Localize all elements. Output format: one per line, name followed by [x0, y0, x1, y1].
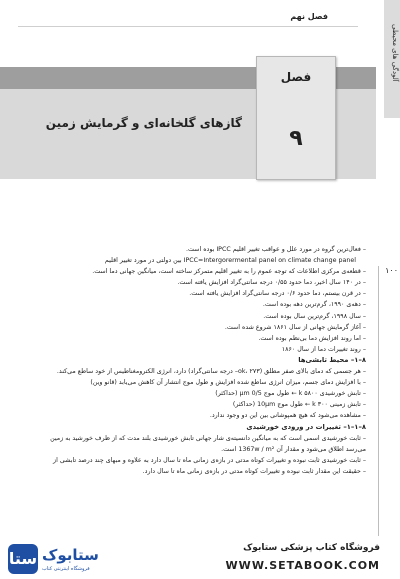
body-line: – روند تغییرات دما از سال ۱۸۶۰	[281, 345, 366, 353]
margin-rule	[378, 266, 379, 536]
store-url-link[interactable]: WWW.SETABOOK.COM	[225, 559, 380, 572]
body-line: – تابش خورشیدی k ۵۸۰۰ ← طول موج 0/5 µm (حداکثر)	[215, 390, 366, 398]
body-line: – حقیقت این مقدار ثابت نبوده و تغییرات کوتاه مدتی در بازه‌ی زمانی ماه تا سال دارد.	[142, 467, 366, 475]
body-text	[8, 244, 366, 477]
body-line: – اما روند افزایش دما بی‌نظم بوده است.	[258, 334, 366, 342]
logo-subtitle: فروشگاه اینترنتی کتاب	[42, 566, 90, 572]
logo-text: ستابوک	[42, 546, 99, 564]
body-line: – تابش زمینی k ۳۰۰ ← طول موج 10µm (حداکثر)	[232, 401, 366, 409]
body-line: – آغاز گرمایش جهانی از سال ۱۸۶۱ شروع شده است.	[224, 323, 366, 331]
section-heading: ۸–۱– محیط تابشی‌ها	[298, 355, 366, 364]
body-line: – در ۱۴۰ سال اخیر، دما حدود ۰/۵۵ درجه سانتی‌گراد افزایش یافته است.	[177, 279, 366, 287]
body-line: – هر جسمی که دمای بالای صفر مطلق (ok، ۲۷۳– درجه سانتی‌گراد) دارد، انرژی الکترومغناطیس از خود ساطع می‌کند.	[56, 368, 366, 376]
header-divider	[18, 26, 358, 27]
setabook-logo-icon[interactable]: ستا	[8, 544, 38, 574]
body-line: می‌رسد اطلاق می‌شود و مقدار آن 1367w / m² است.	[221, 445, 366, 453]
body-line: – فعال‌ترین گروه در مورد علل و عواقب تغییر اقلیم IPCC بوده است.	[186, 246, 366, 253]
chapter-title: گازهای گلخانه‌ای و گرمایش زمین	[45, 116, 242, 130]
store-name: فروشگاه کتاب پزشکی ستابوک	[243, 543, 380, 553]
page-number: ۱۰۰	[385, 266, 398, 275]
body-line: – ثابت خورشیدی اسمی است که به میانگین دانسیته‌ی شار جهانی تابش خورشیدی بلند مدت که از ظرف خورشید به زمین	[50, 434, 366, 442]
body-line: – ثابت خورشیدی ثابت نبوده و تغییرات کوتاه مدتی در بازه‌ی زمانی ماه تا سال دارد به علاوه و مبهای چند درصد تابشی از	[53, 456, 366, 464]
running-header-title: فصل نهم	[290, 12, 328, 21]
body-line: – در قرن بیستم، دما حدود ۰/۶ درجه سانتی‌گراد افزایش یافته است.	[189, 290, 366, 298]
body-line: – قطعه‌ی مرکزی اطلاعات که توجه عموم را به تغییر اقلیم متمرکز ساخته است، میانگین جهانی دما است.	[92, 268, 366, 276]
body-line: – با افزایش دمای جسم، میزان انرژی ساطع شده افزایش و طول موج انتشار آن کاهش می‌یابد (قانو وین)	[90, 379, 366, 387]
body-line: – سال ۱۹۹۸، گرم‌ترین سال بوده است.	[263, 312, 366, 320]
chapter-number: ۹	[289, 126, 303, 151]
body-line: – دهه‌ی ۱۹۹۰، گرم‌ترین دهه بوده است.	[262, 301, 366, 309]
section-heading: ۸–۱–۱– تغییرات در ورودی خورشیدی	[246, 422, 366, 431]
side-tab-label: آلودگی های محیطی	[391, 24, 399, 82]
body-line: IPCC=Intergorermental panel on climate change panel بین دولتی در مورد تغییر اقلیم	[104, 257, 356, 265]
body-line: – مشاهده می‌شود که هیچ همپوشانی بین این دو وجود ندارد.	[209, 412, 366, 420]
chapter-label: فصل	[280, 70, 312, 84]
